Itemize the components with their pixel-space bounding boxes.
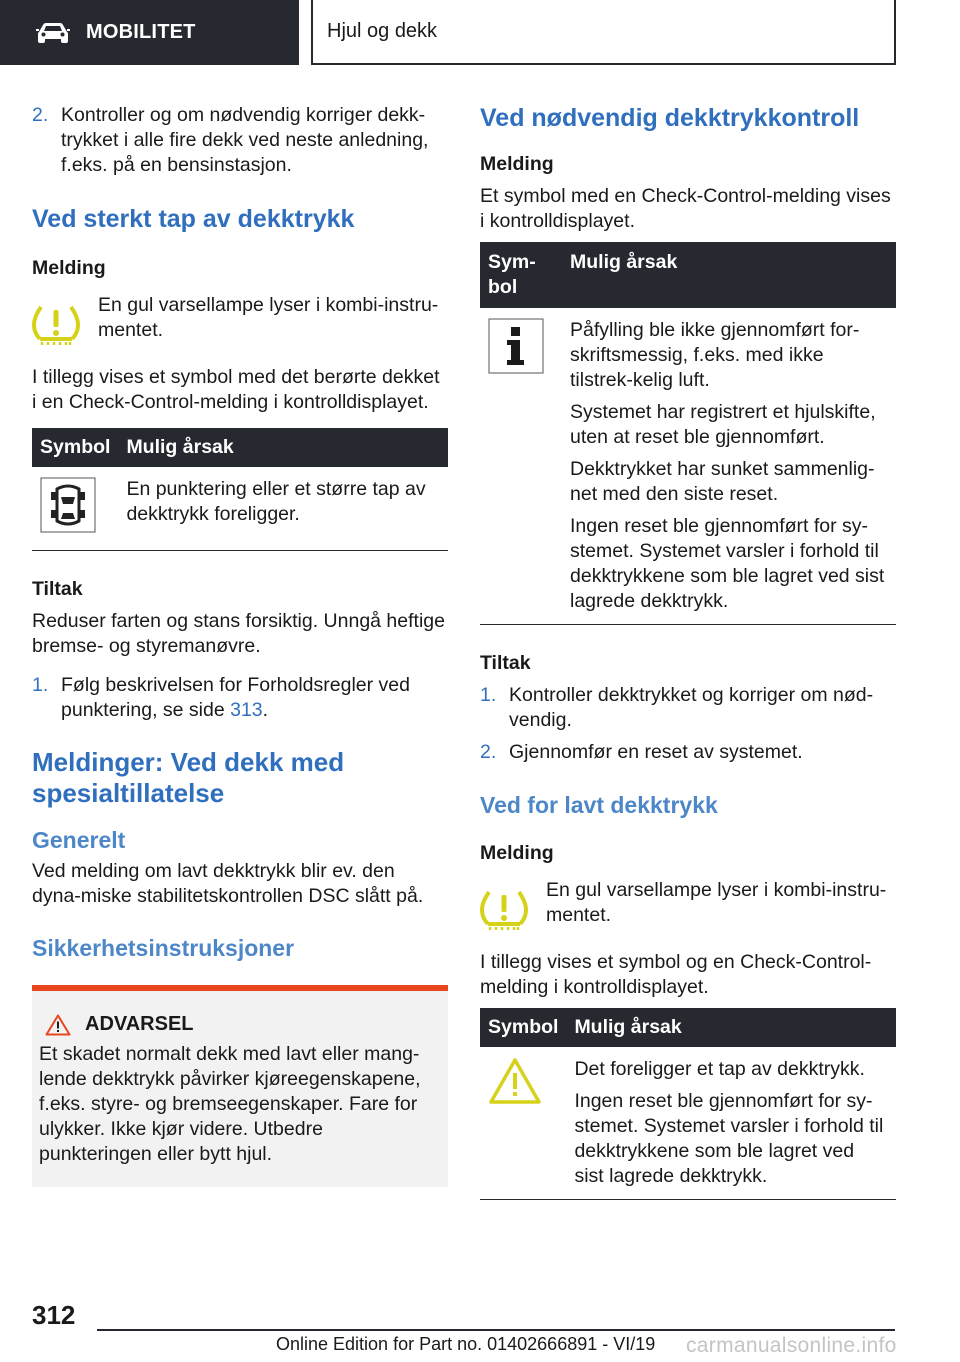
table-header-cause: Mulig årsak	[562, 242, 896, 308]
tiltak-label: Tiltak	[32, 578, 83, 600]
heading-low-pressure: Ved for lavt dekktrykk	[480, 792, 718, 818]
symbol-table	[32, 428, 448, 551]
melding-label: Melding	[32, 257, 106, 279]
list-item	[32, 103, 448, 178]
table-header-cause: Mulig årsak	[566, 1008, 896, 1047]
step-text: Kontroller og om nødvendig korriger dekk-trykket i alle fire dekk ved neste anledning, f.eks. på en bensinstasjon.	[61, 104, 429, 176]
warning-lamp-message	[32, 293, 448, 350]
step-list	[32, 673, 448, 723]
warning-triangle-icon	[45, 1014, 71, 1036]
warning-title: ADVARSEL	[39, 1013, 441, 1036]
footer-divider	[97, 1329, 895, 1331]
warning-lamp-message	[480, 878, 896, 935]
table-cell-cause: Ingen reset ble gjennomført for sy-stemet. Systemet varsler i forhold til dekktrykkene som ble lagret ved sist lagrede dekktrykk.	[574, 1090, 884, 1187]
table-header-symbol: Symbol	[32, 428, 118, 467]
left-column	[32, 96, 448, 1187]
also-text: I tillegg vises et symbol med det berørte dekket i en Check-Control-melding i kontrolldisplayet.	[32, 366, 440, 413]
tire-pressure-warning-icon	[32, 303, 80, 345]
melding-label: Melding	[480, 153, 554, 175]
edition-text: Online Edition for Part no. 01402666891 - VI/19	[276, 1334, 656, 1354]
section-tab	[0, 0, 299, 65]
list-item	[32, 673, 448, 723]
list-item: 1. Kontroller dekktrykket og korriger om nød-vendig.	[480, 684, 874, 731]
page-number: 312	[32, 1300, 76, 1330]
table-cell-cause: Ingen reset ble gjennomført for sy-stemet. Systemet varsler i forhold til dekktrykkene som ble lagret ved sist lagrede dekktrykk.	[570, 515, 885, 612]
warning-text: Et skadet normalt dekk med lavt eller mang-lende dekktrykk påvirker kjøreegenskapene, f.eks. styre- og bremseegenskaper. Fare for ulykker. Ikke kjør videre. Utbedre punkteringen eller bytt hjul.	[39, 1043, 421, 1165]
step-number: 2.	[32, 104, 49, 126]
info-icon	[488, 318, 544, 374]
warning-triangle-icon	[488, 1057, 542, 1105]
table-row	[480, 1047, 896, 1200]
chapter-title: Hjul og dekk	[327, 20, 438, 42]
step-list-top	[32, 103, 448, 178]
table-row	[32, 467, 448, 551]
tiltak-label: Tiltak	[480, 652, 531, 674]
heading-special-tires: Meldinger: Ved dekk med spesialtillatelse	[32, 747, 345, 808]
tiltak-text: Reduser farten og stans forsiktig. Unngå heftige bremse- og styremanøvre.	[32, 610, 445, 657]
general-text: Ved melding om lavt dekktrykk blir ev. den dyna-miske stabilitetskontrollen DSC slått på.	[32, 860, 424, 907]
lamp-text: En gul varsellampe lyser i kombi-instru-mentet.	[98, 294, 439, 341]
table-cell-cause: Det foreligger et tap av dekktrykk.	[574, 1058, 865, 1080]
section-title: MOBILITET	[86, 21, 196, 43]
car-icon	[36, 22, 70, 44]
watermark: carmanualsonline.info	[686, 1334, 897, 1357]
list-item: 2. Gjennomfør en reset av systemet.	[480, 741, 803, 763]
car-tire-symbol-icon	[40, 477, 96, 533]
heading-strong-loss: Ved sterkt tap av dekktrykk	[32, 205, 355, 233]
also-text: I tillegg vises et symbol og en Check-Control-melding i kontrolldisplayet.	[480, 951, 872, 998]
table-cell-cause: Dekktrykket har sunket sammenlig-net med den siste reset.	[570, 458, 875, 505]
right-column	[480, 96, 896, 1200]
warning-box	[32, 985, 448, 1187]
table-header-symbol: Sym-bol	[480, 242, 562, 308]
table-cell-cause: En punktering eller et større tap av dekktrykk foreligger.	[126, 478, 426, 525]
chapter-tab	[311, 0, 896, 65]
table-cell-cause: Påfylling ble ikke gjennomført for-skriftsmessig, f.eks. med ikke tilstrek-kelig luft.	[570, 319, 860, 391]
step-list	[480, 683, 896, 765]
table-row	[480, 308, 896, 625]
heading-needed-check: Ved nødvendig dekktrykkontroll	[480, 104, 860, 132]
table-header-cause: Mulig årsak	[118, 428, 448, 467]
table-cell-cause: Systemet har registrert et hjulskifte, uten at reset ble gjennomført.	[570, 401, 876, 448]
melding-label: Melding	[480, 842, 554, 864]
symbol-table-2	[480, 1008, 896, 1200]
symbol-text: Et symbol med en Check-Control-melding vises i kontrolldisplayet.	[480, 185, 891, 232]
step-text: Følg beskrivelsen for Forholdsregler ved punktering, se side 313.	[61, 674, 410, 721]
lamp-text: En gul varsellampe lyser i kombi-instru-mentet.	[546, 879, 887, 926]
step-number: 1.	[32, 674, 49, 696]
table-header-symbol: Symbol	[480, 1008, 566, 1047]
heading-general: Generelt	[32, 827, 126, 853]
heading-safety: Sikkerhetsinstruksjoner	[32, 935, 295, 961]
tire-pressure-warning-icon	[480, 888, 528, 930]
symbol-table-1	[480, 242, 896, 625]
page-link[interactable]: 313	[230, 699, 263, 721]
